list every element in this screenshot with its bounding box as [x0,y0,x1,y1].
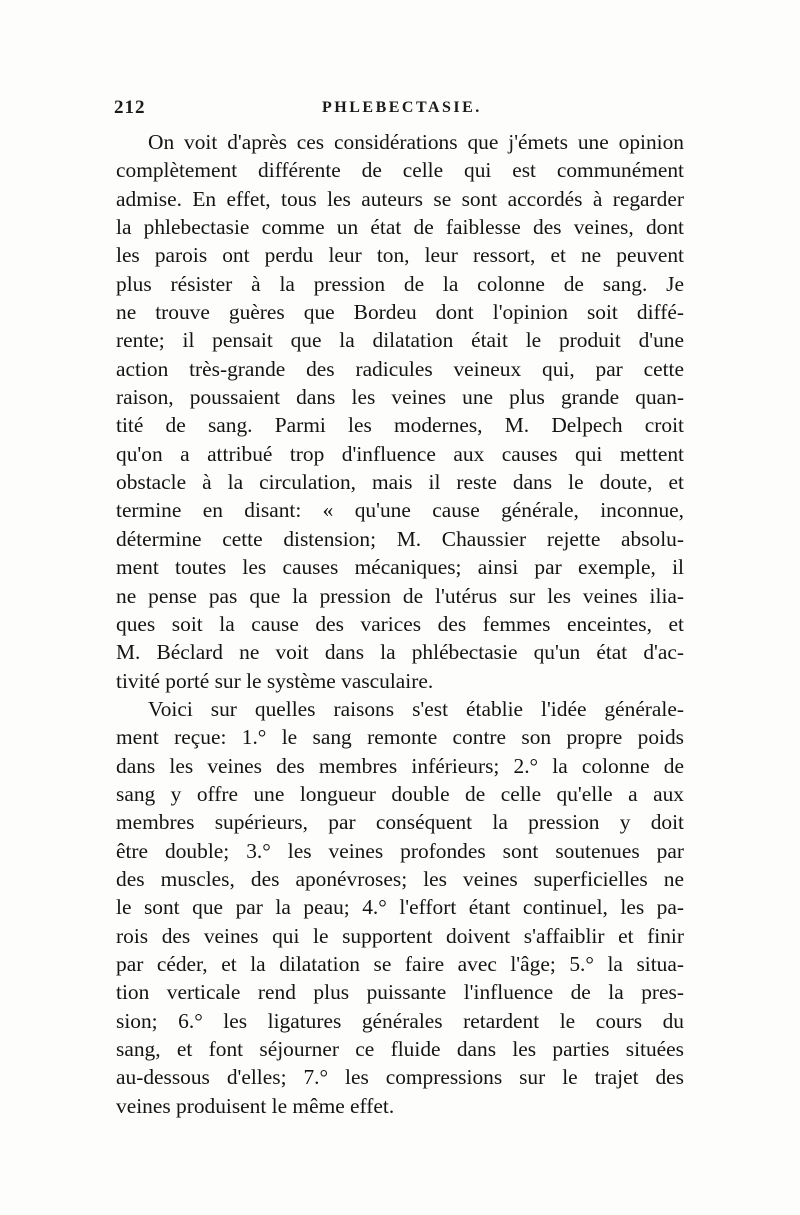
text-line: détermine cette distension; M. Chaussier rejette absolu- [116,526,684,551]
running-head: PHLEBECTASIE. [322,99,482,116]
text-line: les parois ont perdu leur ton, leur ressort, et ne peuvent [116,243,684,268]
text-line: obstacle à la circulation, mais il reste dans le doute, et [116,470,684,495]
text-line: tivité porté sur le système vasculaire. [116,668,434,693]
text-line: le sont que par la peau; 4.° l'effort étant continuel, les pa- [116,895,684,920]
paragraph-1 [116,128,684,695]
text-line: ne trouve guères que Bordeu dont l'opinion soit diffé- [116,300,684,325]
text-line: tité de sang. Parmi les modernes, M. Delpech croit [116,413,684,438]
text-line: action très-grande des radicules veineux qui, par cette [116,356,684,381]
text-line: sion; 6.° les ligatures générales retardent le cours du [116,1008,684,1033]
text-line: M. Béclard ne voit dans la phlébectasie qu'un état d'ac- [116,640,684,665]
page-number: 212 [114,97,146,118]
text-line: des muscles, des aponévroses; les veines superficielles ne [116,866,684,891]
text-line: On voit d'après ces considérations que j'émets une opinion [148,130,684,154]
text-line: ment reçue: 1.° le sang remonte contre son propre poids [116,725,684,750]
text-line: par céder, et la dilatation se faire avec l'âge; 5.° la situa- [116,951,684,976]
text-line: veines produisent le même effet. [116,1093,395,1118]
text-line: membres supérieurs, par conséquent la pression y doit [116,810,684,835]
text-line: sang, et font séjourner ce fluide dans les parties situées [116,1037,684,1061]
text-line: rente; il pensait que la dilatation était le produit d'une [116,328,684,353]
body-text [116,128,684,1120]
text-line: ment toutes les causes mécaniques; ainsi par exemple, il [116,555,684,580]
text-line: ques soit la cause des varices des femmes enceintes, et [116,611,684,636]
text-line: sang y offre une longueur double de celle qu'elle a aux [116,781,684,806]
text-line: complètement différente de celle qui est communément [116,158,684,183]
page-header [114,97,684,123]
text-line: la phlebectasie comme un état de faiblesse des veines, dont [116,215,684,240]
text-line: dans les veines des membres inférieurs; 2.° la colonne de [116,753,684,778]
text-line: tion verticale rend plus puissante l'influence de la pres- [116,980,684,1005]
text-line: raison, poussaient dans les veines une plus grande quan- [116,385,684,410]
text-line: au-dessous d'elles; 7.° les compressions sur le trajet des [116,1065,684,1090]
text-line: rois des veines qui le supportent doivent s'affaiblir et finir [116,923,684,948]
text-line: termine en disant: « qu'une cause générale, inconnue, [116,498,684,523]
text-line: plus résister à la pression de la colonne de sang. Je [116,271,684,296]
text-line: admise. En effet, tous les auteurs se sont accordés à regarder [116,186,684,211]
text-line: être double; 3.° les veines profondes sont soutenues par [116,838,684,863]
text-line: Voici sur quelles raisons s'est établie l'idée générale- [148,696,684,721]
text-line: ne pense pas que la pression de l'utérus sur les veines ilia- [116,583,684,608]
text-line: qu'on a attribué trop d'influence aux causes qui mettent [116,441,684,466]
paragraph-2 [116,695,684,1120]
